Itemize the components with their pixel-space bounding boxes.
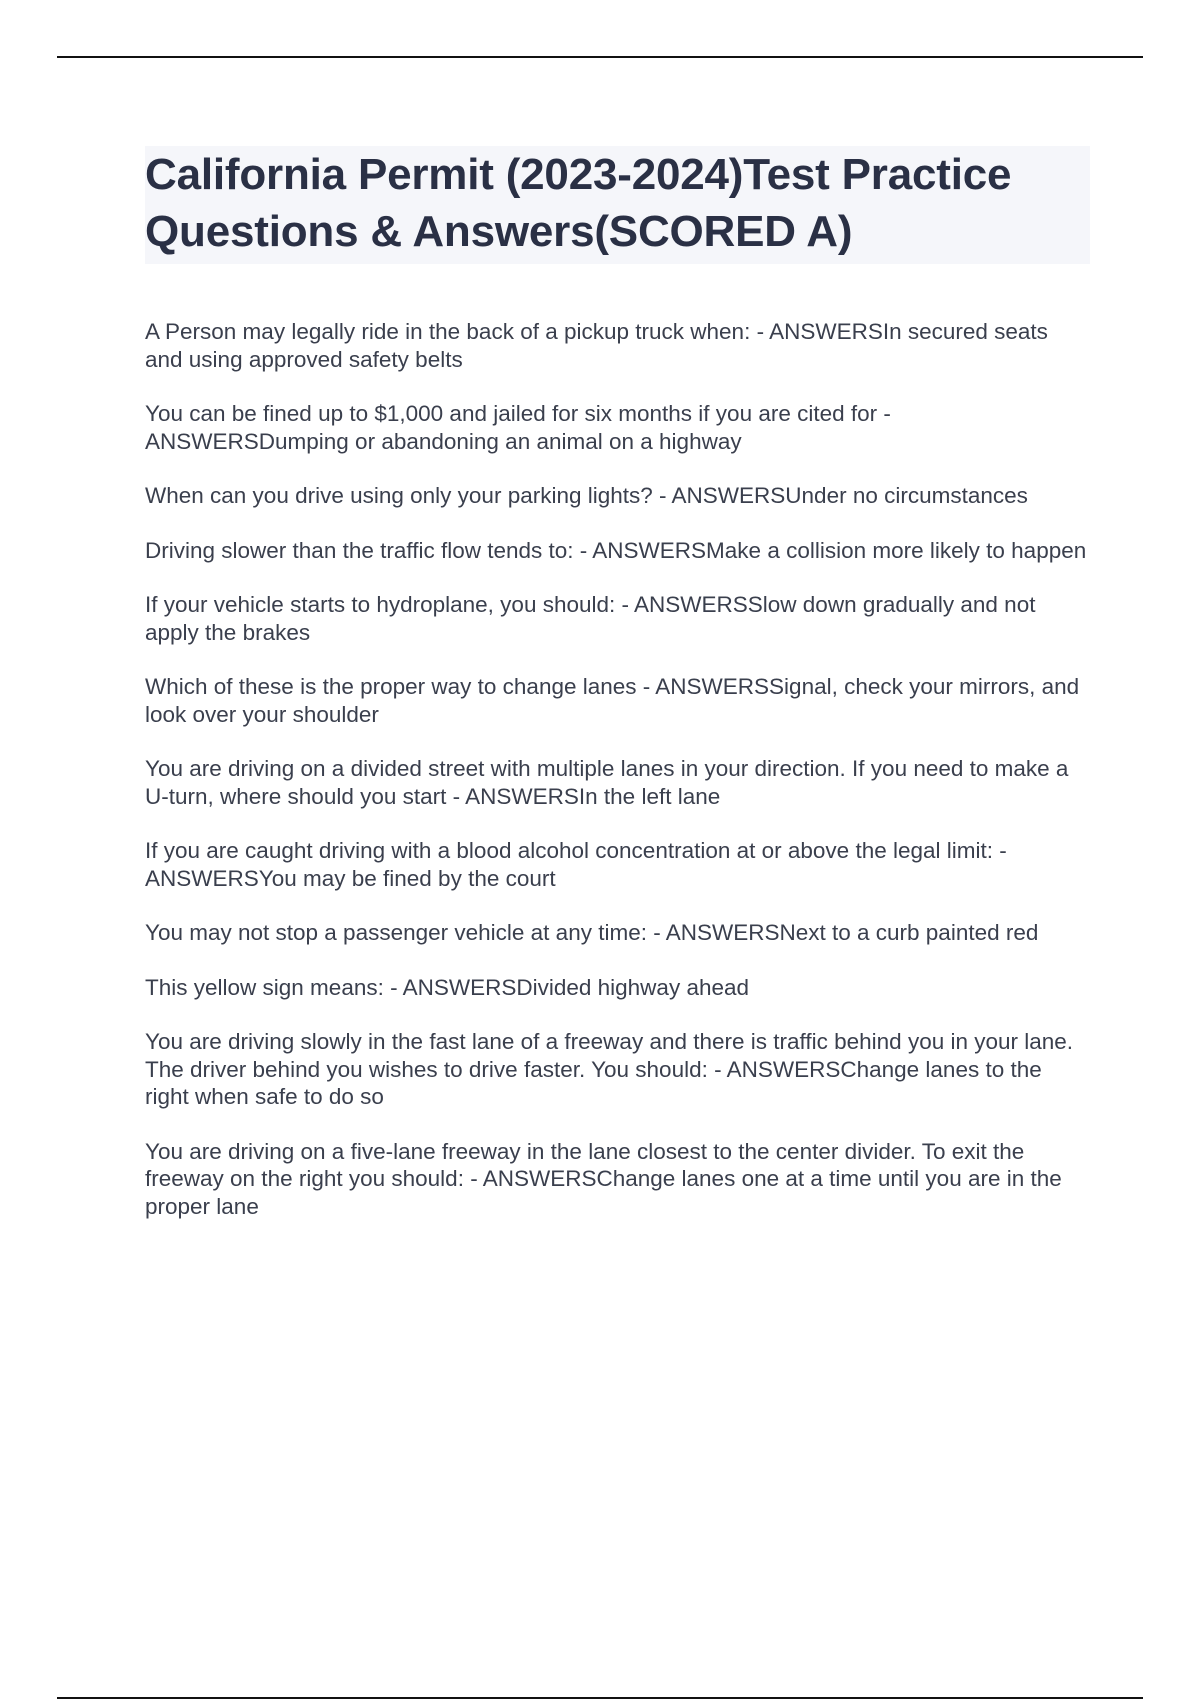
qa-item: This yellow sign means: - ANSWERSDivided highway ahead xyxy=(145,974,750,1000)
qa-item: You may not stop a passenger vehicle at any time: - ANSWERSNext to a curb painted red xyxy=(145,920,1039,945)
document-body xyxy=(145,146,1090,1247)
qa-item: Which of these is the proper way to change lanes - ANSWERSSignal, check your mirrors, and look over your shoulder xyxy=(145,674,1080,727)
qa-list xyxy=(145,318,1090,1220)
qa-item: You are driving on a divided street with multiple lanes in your direction. If you need to make a U-turn, where should you start - ANSWERSIn the left lane xyxy=(145,756,1069,809)
title-block xyxy=(145,146,1090,264)
qa-item: Driving slower than the traffic flow tends to: - ANSWERSMake a collision more likely to happen xyxy=(145,537,1087,563)
qa-item: You are driving slowly in the fast lane of a freeway and there is traffic behind you in your lane. The driver behind you wishes to drive faster. You should: - ANSWERSChange lanes to the right when safe to do so xyxy=(145,1029,1074,1109)
qa-item: If your vehicle starts to hydroplane, you should: - ANSWERSSlow down gradually and not apply the brakes xyxy=(145,592,1036,645)
document-title: California Permit (2023-2024)Test Practice Questions & Answers(SCORED A) xyxy=(145,150,1012,256)
qa-item: You can be fined up to $1,000 and jailed for six months if you are cited for - ANSWERSDumping or abandoning an animal on a highway xyxy=(145,401,891,454)
qa-item: A Person may legally ride in the back of a pickup truck when: - ANSWERSIn secured seats and using approved safety belts xyxy=(145,319,1048,372)
top-rule xyxy=(57,56,1143,58)
qa-item: You are driving on a five-lane freeway in the lane closest to the center divider. To exit the freeway on the right you should: - ANSWERSChange lanes one at a time until you are in the proper lane xyxy=(145,1138,1062,1219)
qa-item: When can you drive using only your parking lights? - ANSWERSUnder no circumstances xyxy=(145,483,1028,508)
qa-item: If you are caught driving with a blood alcohol concentration at or above the legal limit: - ANSWERSYou may be fined by the court xyxy=(145,838,1007,891)
bottom-rule xyxy=(57,1697,1143,1699)
